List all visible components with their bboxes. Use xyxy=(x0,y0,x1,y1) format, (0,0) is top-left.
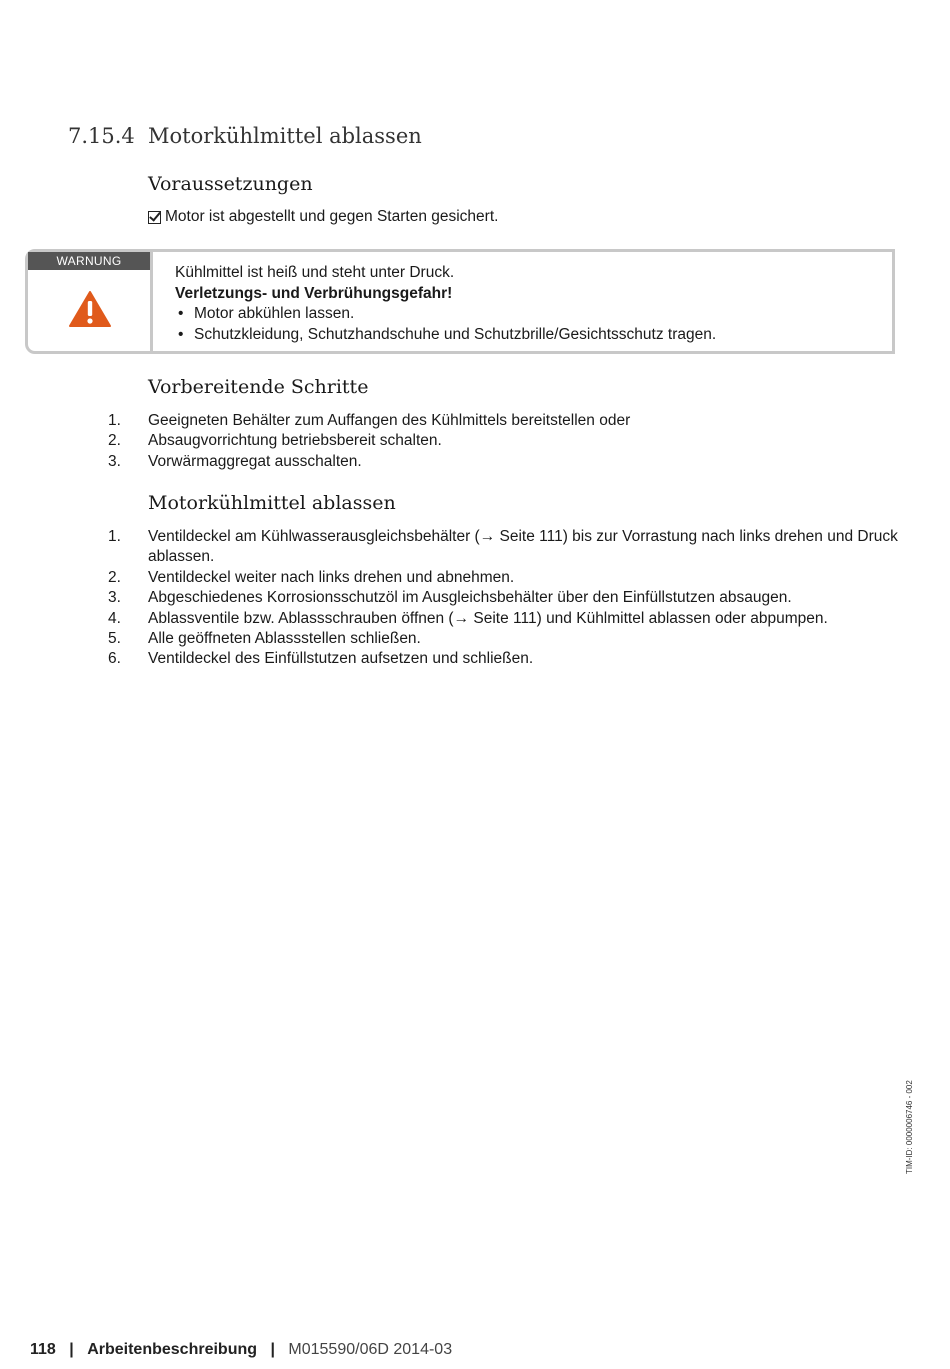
step-number: 2. xyxy=(108,568,121,586)
page-number: 118 xyxy=(30,1341,56,1358)
section-number: 7.15.4 xyxy=(68,124,135,148)
section-title: Motorkühlmittel ablassen xyxy=(148,124,422,148)
footer-separator: | xyxy=(270,1341,275,1358)
chapter-name: Arbeitenbeschreibung xyxy=(87,1341,258,1358)
list-item xyxy=(108,588,898,608)
step-text: Alle geöffneten Ablassstellen schließen. xyxy=(148,630,421,648)
footer-separator: | xyxy=(69,1341,74,1358)
bullet-mark: • xyxy=(178,305,184,322)
warning-content xyxy=(175,263,716,345)
step-number: 4. xyxy=(108,609,121,627)
warning-label: WARNUNG xyxy=(28,252,150,270)
list-item xyxy=(108,609,898,629)
list-item xyxy=(108,629,898,649)
warning-bullet xyxy=(175,304,716,325)
document-id: M015590/06D 2014-03 xyxy=(288,1341,453,1358)
step-number: 6. xyxy=(108,650,121,668)
warning-triangle-icon xyxy=(68,290,112,328)
step-text: Ablassventile bzw. Ablassschrauben öffnen (→ Seite 111) und Kühlmittel ablassen oder abpumpen. xyxy=(148,609,828,627)
step-number: 1. xyxy=(108,528,121,545)
step-number: 2. xyxy=(108,432,121,450)
step-text: Ventildeckel am Kühlwasserausgleichsbehälter (→ Seite 111) bis zur Vorrastung nach links drehen und Druck ablassen. xyxy=(148,528,898,566)
warning-box xyxy=(25,249,895,354)
step-number: 3. xyxy=(108,452,121,470)
checked-box-icon xyxy=(148,211,161,224)
procedure-steps-list xyxy=(108,527,898,670)
prerequisites-heading: Voraussetzungen xyxy=(148,173,313,195)
list-item xyxy=(108,527,898,568)
list-item xyxy=(108,431,898,451)
preparatory-heading: Vorbereitende Schritte xyxy=(148,376,369,398)
bullet-mark: • xyxy=(178,325,184,343)
list-item xyxy=(108,649,898,669)
page-footer xyxy=(30,1341,452,1359)
list-item xyxy=(108,568,898,588)
step-text: Vorwärmaggregat ausschalten. xyxy=(148,452,362,470)
section-heading xyxy=(68,124,422,148)
warning-bullet-text: Schutzkleidung, Schutzhandschuhe und Schutzbrille/Gesichtsschutz tragen. xyxy=(194,325,717,343)
step-number: 3. xyxy=(108,589,121,607)
warning-line-2: Verletzungs- und Verbrühungsgefahr! xyxy=(175,284,453,302)
prerequisite-item xyxy=(148,208,498,226)
list-item xyxy=(108,452,898,472)
step-text: Abgeschiedenes Korrosionsschutzöl im Ausgleichsbehälter über den Einfüllstutzen absaugen. xyxy=(148,589,792,607)
step-text: Ventildeckel weiter nach links drehen und abnehmen. xyxy=(148,568,515,586)
list-item xyxy=(108,411,898,431)
step-text: Absaugvorrichtung betriebsbereit schalten. xyxy=(148,432,442,450)
step-text: Ventildeckel des Einfüllstutzen aufsetzen und schließen. xyxy=(148,650,534,668)
procedure-heading: Motorkühlmittel ablassen xyxy=(148,492,396,514)
step-number: 1. xyxy=(108,412,121,429)
step-text: Geeigneten Behälter zum Auffangen des Kühlmittels bereitstellen oder xyxy=(148,412,631,429)
warning-bullet-text: Motor abkühlen lassen. xyxy=(194,305,355,322)
warning-sidebar xyxy=(28,252,153,351)
preparatory-steps-list xyxy=(108,411,898,472)
prerequisite-text: Motor ist abgestellt und gegen Starten gesichert. xyxy=(165,208,499,225)
warning-bullet xyxy=(175,325,716,346)
tim-id-label: TIM-ID: 0000006746 - 002 xyxy=(905,1080,914,1174)
warning-line-1: Kühlmittel ist heiß und steht unter Druck. xyxy=(175,264,455,281)
step-number: 5. xyxy=(108,630,121,648)
